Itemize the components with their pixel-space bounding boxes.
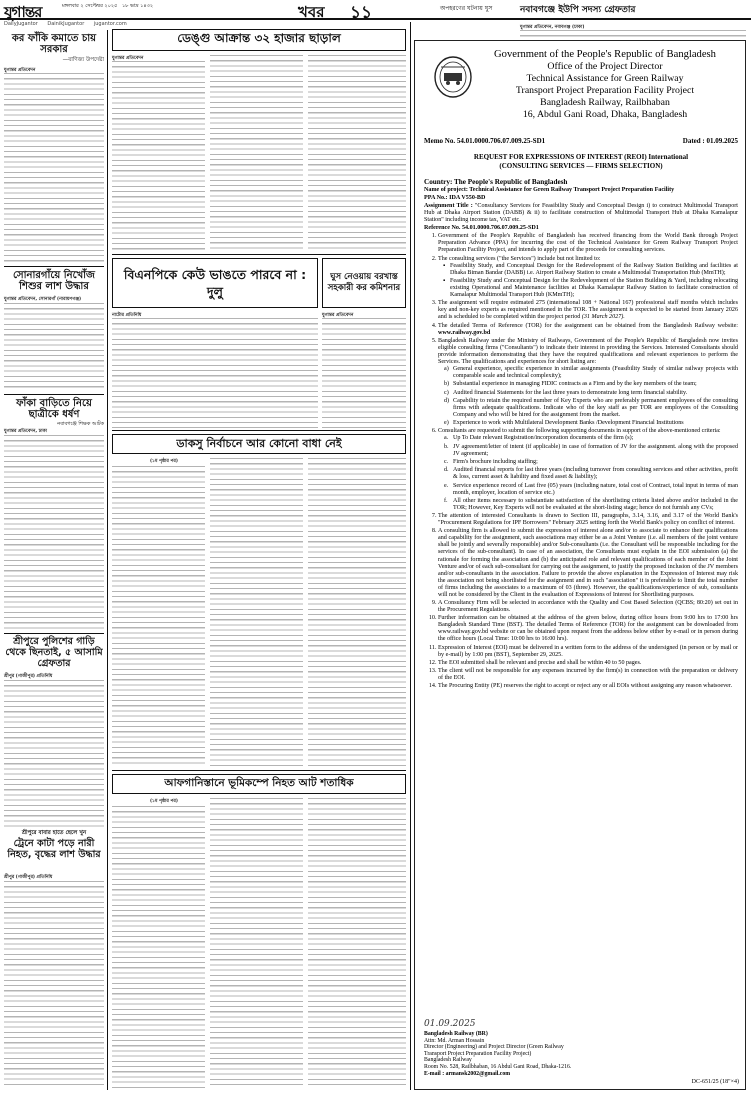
ad-title-line: (CONSULTING SERVICES — FIRMS SELECTION) [499,162,663,170]
story-headline: আফগানিস্তানে ভূমিকম্পে নিহত আট শতাধিক [164,776,354,789]
story-body [308,458,406,766]
email-link[interactable]: armansk2002@gmail.com [445,1070,511,1077]
bangladesh-railway-logo-icon [433,55,473,99]
story-body [112,806,205,1089]
country: Country: The People's Republic of Bangladesh [424,178,568,186]
top-right-headline: নবাবগঞ্জে ইউপি সদস্য গ্রেফতার [520,5,636,15]
sign-line: Transport Project Preparation Facility Project) [424,1050,532,1057]
story-body [112,466,205,766]
ad-header-line: Office of the Project Director [547,61,663,72]
document-item [444,444,738,458]
service-item: ▪ Feasibility Study, and Conceptual Design for the Redevelopment of the Railway Station Building and facilities at Dhaka Biman Bandar (DABB) i.e. Airport Railway Station to create a Multimodal Transportation Hub (MmTH); [444,263,738,277]
criteria-item [444,420,738,427]
document-text: JV agreement/letter of intent (if applicable) in case of formation of JV for the assignment. along with the proposed JV agreement; [453,443,738,457]
story-body [112,318,318,428]
social-links [4,21,135,27]
story-byline: শ্রীপুর (গাজীপুর) প্রতিনিধি [4,875,53,880]
story-body [210,798,303,1089]
top-right-text [520,30,746,38]
criteria-item [444,381,738,388]
criteria-key: e) [444,420,449,427]
story-byline: যুগান্তর প্রতিবেদন [112,56,144,61]
story-headline: বিএনপিকে কেউ ভাঙতে পারবে না : দুলু [123,267,307,299]
ad-item: 12. The EOI submitted shall be relevant and precise and shall be within 40 to 50 pages. [438,660,738,667]
column-rule [107,30,108,1090]
criteria-text: General experience, specific experience in similar assignments (Feasibility Study of similar railway projects with comparable scale and technical complexity); [453,366,738,380]
document-key: c. [444,458,449,465]
tender-advertisement [414,40,746,1090]
criteria-item [444,366,738,380]
assignment-label: Assignment Title : [424,203,473,210]
ad-item: 13. The client will not be responsible for any expenses incurred by the firm(s) in connection with the preparation or delivery of the EOI. [438,668,738,682]
story-headline: ঘুস নেওয়ায় বরখাস্ত সহকারী কর কমিশনার [327,272,401,293]
ad-item-text: Bangladesh Railway under the Ministry of Railways, Government of the People's Republic of Bangladesh now invites eligible consulting firms ("Consultants") to indicate their interest in providing the Services. Interested Consultants should provide information demonstrating that they have the required qualifications and relevant experiences to perform the Services. The qualifications and experiences for short listing are: [438,337,738,366]
story-body [112,61,205,251]
ad-item: 9. A Consultancy Firm will be selected in accordance with the Quality and Cost Based Selection (QCBS; 80:20) set out in the Procurement Regulations. [438,600,738,614]
ad-item: 1. Government of the People's Republic of Bangladesh has received financing from the World Bank through Project Preparation Advance (PPA) for incurring the cost of the Technical Assistance for Green Railway Transport Project Preparation Facility Project, and intends to apply part of the proceeds for consulting services. [438,233,738,254]
criteria-list [438,366,738,427]
twitter-handle[interactable]: DainikJugantor [47,21,85,27]
document-item [444,483,738,497]
newspaper-logo: যুগান্তর [4,3,42,21]
ad-header-line: Government of the People's Republic of Bangladesh [494,49,716,60]
ad-header-line: Technical Assistance for Green Railway [526,73,684,84]
ad-items [424,233,738,690]
issue-date: মঙ্গলবার ২ সেপ্টেম্বর ২০২৫ [62,3,118,9]
website-link[interactable]: www.railway.gov.bd [438,329,491,336]
story-headline: কর ফাঁকি কমাতে চায় সরকার [11,33,97,55]
ad-item-text: Consultants are requested to submit the following supporting documents in support of the above-mentioned criteria: [438,428,721,435]
ad-item-text: The assignment will require estimated 275 (international 108 + National 167) professional staff months which includes key and non-key experts as required mentioned in the TOR. The assignment is expected to be started from January 2026 and is scheduled to be completed within the project period [438,300,738,321]
criteria-text: Capability to retain the required number of Key Experts who are preferably permanent employees of the consulting firms with adequate qualifications. Indicate who of the key staff as per TOR are employees of the Consulting Company and who will be hired for the assignment from the market. [453,397,738,418]
sign-line: Bangladesh Railway [424,1057,472,1064]
ad-item: 14. The Procuring Entity (PE) reserves the right to accept or reject any or all EOIs without assigning any reason whatsoever. [438,683,738,690]
reference-number: Reference No. 54.01.0000.706.07.009.25-SD1 [424,225,539,232]
ad-title [424,153,738,171]
documents-list [438,435,738,511]
signature-block [424,1031,624,1077]
story-byline: যুগান্তর প্রতিবেদন, সোনারগাঁ (নারায়ণগঞ্জ) [4,297,82,302]
story-body [322,318,406,428]
story-headline: সোনারগাঁয়ে নিখোঁজ শিশুর লাশ উদ্ধার [12,270,96,292]
dc-code: DC-651/25 (18"×4) [691,1079,739,1085]
ad-item: 11. Expression of Interest (EOI) must be delivered in a written form to the address of the undersigned (in person or by mail or by e-mail) by 1:00 pm (BST), September 29, 2025. [438,645,738,659]
memo-date: Dated : 01.09.2025 [682,137,738,145]
story-headline: ট্রেনে কাটা পড়ে নারী নিহত, বৃদ্ধের লাশ উদ্ধার [7,838,101,860]
ad-header-line: Transport Project Preparation Facility Project [515,85,695,96]
document-key: b. [444,443,449,450]
top-story-label: অপহরণের ঘটনায় ঘুস [440,5,493,12]
facebook-handle[interactable]: DailyJugantor [4,21,38,27]
story-byline: শ্রীপুর (গাজীপুর) প্রতিনিধি [4,674,53,679]
email-label: E-mail : [424,1070,445,1077]
story-headline: শ্রীপুরে পুলিশের গাড়ি থেকে ছিনতাই, ৫ আসামি গ্রেফতার [5,636,103,669]
story-body [308,798,406,1089]
ad-item: 8. A consulting firm is allowed to submit the expression of interest alone and/or to associate to enhance their qualifications and capability for the assignment, such associations may either be as a Joint Venture (i.e. all members of the joint venture shall be jointly and severally responsible) and/or Sub-consultants (i.e. the Consultant will be responsible including for the services of the sub-consultant). In case of an association, the Consultants must explain in the EOI submission (a) the rationale for forming the association and (b) the anticipated role and relevant qualifications of each member of the Joint Venture and/or of each sub-consultant for carrying out the assignment, to justify the proposed inclusion of the JV members and/or sub-consultants in the association. Failure to provide the above explanation in the Expression of Interest may risk the association not being shortlisted for the assignment and in such "association" it is preferable to limit the total number of firms including the associates to a maximum of 03 (three). However, the qualifications/experience of sub, consultants will not be considered by the Client in the evaluation of Expressions of Interest for Shortlisting purposes. [438,528,738,598]
ppa-number: PPA No.: IDA V550-BD [424,195,486,202]
headline-box [112,774,406,794]
column-rule [410,22,411,1090]
criteria-item [444,398,738,419]
criteria-key: a) [444,366,449,373]
assignment-title: "Consultancy Services for Feasibility Study and Conceptual Design i) to construct Multimodal Transport Hub at Dhaka Airport Station (DABB) & ii) to facilitate construction of Multimodal Transport Hub at Dhaka Kamalapur Station" including income tax, VAT etc. [424,203,738,224]
story-byline: নাটোর প্রতিনিধি [112,313,142,318]
story-subhead: নবাবগঞ্জে শিক্ষক আটক [57,421,104,427]
story-continued: (১ম পৃষ্ঠার পর) [150,799,178,804]
ad-header [475,49,735,121]
document-key: f. [444,497,448,504]
document-item [444,467,738,481]
story-headline: ডাকসু নির্বাচনে আর কোনো বাধা নেই [176,436,342,450]
document-key: a. [444,435,449,442]
ad-item: 7. The attention of interested Consultants is drawn to Section III, paragraphs, 3.14, 3.16, and 3.17 of the World Bank's "Procurement Regulations for IPF Borrowers" February 2025 setting forth the World Bank's policy on conflict of interest. [438,513,738,527]
ad-body [424,179,738,692]
sign-line: Room No. 528, Railbhaban, 16 Abdul Gani Road, Dhaka-1216. [424,1063,572,1070]
ad-item [438,428,738,511]
ad-item [438,256,738,299]
signature-date: 01.09.2025 [424,1019,476,1029]
ad-header-line: 16, Abdul Gani Road, Dhaka, Bangladesh [522,109,688,120]
issue-date-bangla: ১৮ ভাদ্র ১৪৩২ [122,3,154,9]
ad-item-text: The detailed Terms of Reference (TOR) for the assignment can be obtained from the Bangladesh Railway website: [438,322,738,329]
sign-line: Director (Engineering) and Project Director (Green Railway [424,1044,564,1051]
criteria-item [444,390,738,397]
ad-title-line: REQUEST FOR EXPRESSIONS OF INTEREST (REOI) International [473,153,689,161]
top-right-byline: যুগান্তর প্রতিবেদন, নবাবগঞ্জ (ঢাকা) [520,25,585,30]
section-title: খবর [298,3,325,21]
story-body [4,435,104,630]
story-body [210,458,303,766]
sign-line: Attn: Md. Arman Hossain [424,1037,485,1044]
website-link[interactable]: jugantor.com [93,21,127,27]
document-text: Up To Date relevant Registration/incorporation documents of the firm (s); [453,435,634,442]
project-name: Name of project: Technical Assistance for Green Railway Transport Project Preparation Facility [424,187,675,194]
ad-item [438,338,738,427]
story-body [4,680,104,828]
criteria-text: Experience to work with Multilateral Development Banks /Development Financial Institutions [453,420,684,427]
ad-header-line: Bangladesh Railway, Railbhaban [540,97,670,108]
masthead [0,0,751,23]
assignment [424,203,738,224]
document-key: d. [444,467,449,474]
criteria-key: d) [444,397,450,404]
criteria-text: Audited financial Statements for the last three years to demonstrate long term financial stability. [453,389,688,396]
headline-box [322,258,406,308]
story-body [308,55,406,251]
story-byline: যুগান্তর প্রতিবেদন [322,313,354,318]
story-headline: ডেঙ্গু আক্রান্ত ৩২ হাজার ছাড়াল [177,31,341,45]
document-key: e. [444,482,449,489]
story-headline: শ্রীপুরে বাবার হাতে ছেলে খুন [21,830,87,836]
story-byline: যুগান্তর প্রতিবেদন, ঢাকা [4,429,47,434]
headline-box [112,434,406,454]
document-text: Service experience record of Last five (05) years (including nature, total cost of Contract, total input in terms of man month, employer, location of service etc.) [453,482,738,496]
document-text: Audited financial reports for last three years (including turnover from consulting services and other activities, profit & loss, current asset & liability and fixed asset & liability); [453,467,738,481]
headline-box [112,29,406,51]
document-text: All other items necessary to substantiate satisfaction of the shortlisting criteria listed above and/or included in the TOR; However, Key Experts will not be evaluated at the short-listing stage; hence do not furnish any CVs; [453,497,738,511]
ad-item: 10. Further information can be obtained at the address of the given below, during office hours from 9:00 hrs to 17:00 hrs Bangladesh Standard Time (BST). The detailed Terms of Reference (TOR) for the assignment can be downloaded from www.railway.gov.bd website or can be obtained upon request from the address below either by e-mail or in person during the office hours (Local Time: 10:00 hrs to 16:00 hrs). [438,615,738,643]
ad-item [438,323,738,337]
headline-box [112,258,318,308]
document-item [444,498,738,512]
story-subhead: —বাণিজ্য উপদেষ্টা [62,57,104,63]
page-number: ১১ [350,3,373,23]
story-body [4,881,104,1089]
criteria-key: b) [444,381,450,388]
story-body [4,303,104,391]
service-item: ▪ Feasibility Study and Conceptual Design for the Redevelopment of the Station Building & Yard, including relocating existing Operational and Maintenance facilities at Dhaka Kamalapur Railway Station to facilitate construction of Kamalapur Multimodal Transport Hub (KMmTH); [444,278,738,299]
story-byline: যুগান্তর প্রতিবেদন [4,68,36,73]
story-body [210,55,303,251]
memo-line [424,137,738,145]
criteria-text: Substantial experience in managing FIDIC contracts as a Firm and by the key members of the team; [453,381,697,388]
ad-item-text: The consulting services ("the Services") include but not limited to: [438,255,601,262]
criteria-key: c) [444,389,449,396]
story-headline: ফাঁকা বাড়িতে নিয়ে ছাত্রীকে ধর্ষণ [16,398,92,420]
memo-number: Memo No. 54.01.0000.706.07.009.25-SD1 [424,137,546,145]
services-list [438,263,738,299]
story-body [4,73,104,263]
ad-item-tail: (31 March 2027). [581,314,625,321]
sign-line: Bangladesh Railway (BR) [424,1031,488,1037]
ad-item [438,300,738,321]
document-text: Firm's brochure including staffing; [453,458,538,465]
document-item [444,459,738,466]
document-item [444,435,738,442]
story-continued: (১ম পৃষ্ঠার পর) [150,459,178,464]
